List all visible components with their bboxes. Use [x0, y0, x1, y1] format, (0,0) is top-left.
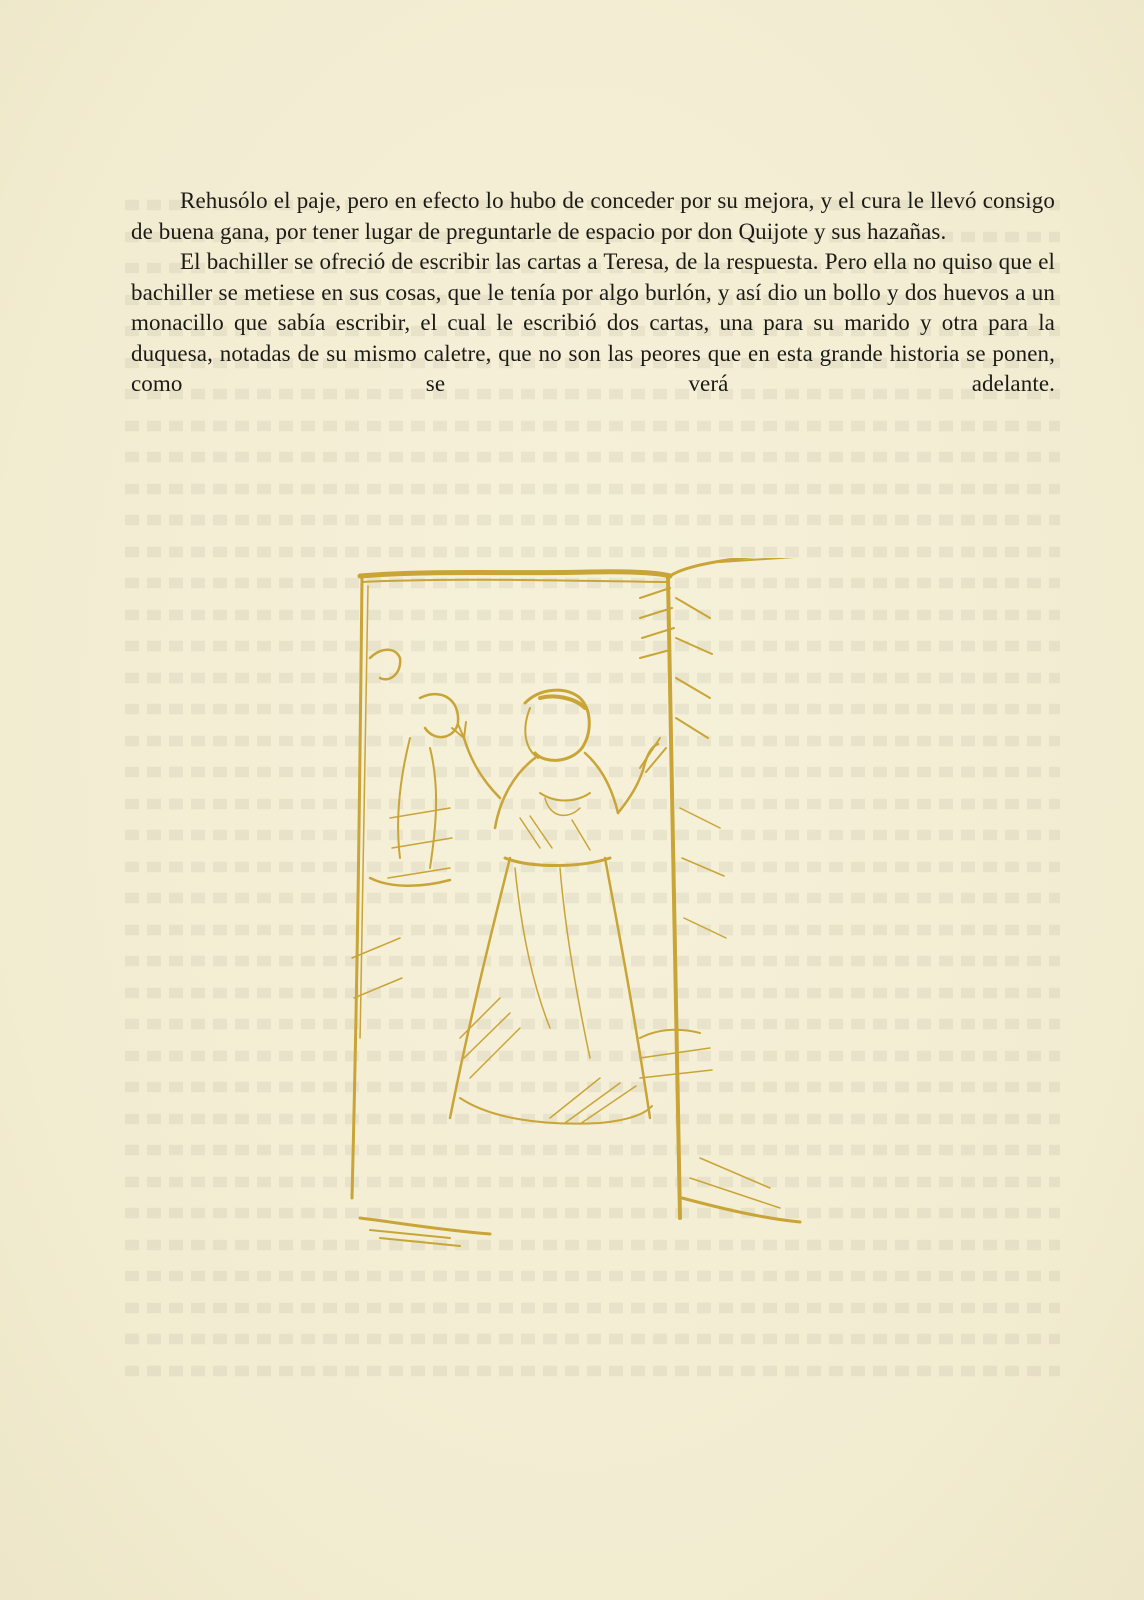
paragraph-1: Rehusólo el paje, pero en efecto lo hubo de conceder por su mejora, y el cura le llevó consigo de buena gana, por tener lugar de preguntarle de espacio por don Quijote y sus hazañas.	[131, 188, 1055, 244]
gold-sketch-illustration	[340, 558, 820, 1268]
paragraph-2: El bachiller se ofreció de escribir las cartas a Teresa, de la respuesta. Pero ella no quiso que el bachiller se metiese en sus cosas, que le tenía por algo burlón, y así dio un bollo y dos huevos a un monacillo que sabía escribir, el cual le escribió dos cartas, una para su marido y otra para la duquesa, notadas de su mismo caletre, que no son las peores que en esta grande historia se ponen, como se verá adelante.	[131, 249, 1055, 396]
woman-at-doorway-sketch	[340, 558, 820, 1268]
body-text	[131, 186, 1055, 400]
